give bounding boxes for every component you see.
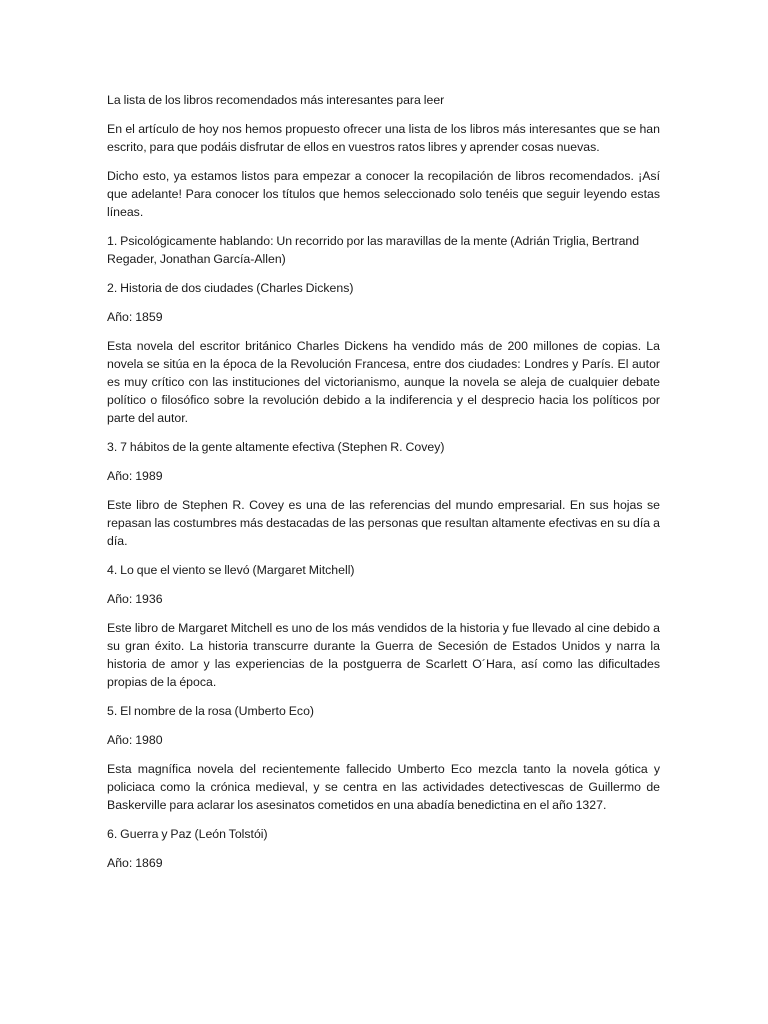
book-year-2: Año: 1859 <box>107 310 163 324</box>
intro-paragraph-1: En el artículo de hoy nos hemos propuesto ofrecer una lista de los libros más interesantes que se han escrito, para que podáis disfrutar de ellos en vuestros ratos libres y aprender cosas nuevas. <box>107 122 660 154</box>
document-page <box>107 91 660 883</box>
book-year-4: Año: 1936 <box>107 592 163 606</box>
book-description-4: Este libro de Margaret Mitchell es uno de los más vendidos de la historia y fue llevado al cine debido a su gran éxito. La historia transcurre durante la Guerra de Secesión de Estados Unidos y narra la historia de amor y las experiencias de la postguerra de Scarlett O´Hara, así como las dificultades propias de la época. <box>107 621 660 689</box>
book-description-2: Esta novela del escritor británico Charles Dickens ha vendido más de 200 millones de copias. La novela se sitúa en la época de la Revolución Francesa, entre dos ciudades: Londres y París. El autor es muy crítico con las instituciones del victorianismo, aunque la novela se aleja de cualquier debate político o filosófico sobre la revolución debido a la indiferencia y el desprecio hacia los políticos por parte del autor. <box>107 339 660 425</box>
book-description-3: Este libro de Stephen R. Covey es una de las referencias del mundo empresarial. En sus hojas se repasan las costumbres más destacadas de las personas que resultan altamente efectivas en su día a día. <box>107 498 660 548</box>
book-heading-1: 1. Psicológicamente hablando: Un recorrido por las maravillas de la mente (Adrián Triglia, Bertrand Regader, Jonathan García-Allen) <box>107 234 640 266</box>
book-year-5: Año: 1980 <box>107 733 163 747</box>
document-title: La lista de los libros recomendados más interesantes para leer <box>107 93 445 107</box>
book-year-6: Año: 1869 <box>107 856 163 870</box>
book-year-3: Año: 1989 <box>107 469 163 483</box>
book-heading-2: 2. Historia de dos ciudades (Charles Dickens) <box>107 281 354 295</box>
book-heading-6: 6. Guerra y Paz (León Tolstói) <box>107 827 268 841</box>
book-description-5: Esta magnífica novela del recientemente fallecido Umberto Eco mezcla tanto la novela gótica y policiaca como la crónica medieval, y se centra en las actividades detectivescas de Guillermo de Baskerville para aclarar los asesinatos cometidos en una abadía benedictina en el año 1327. <box>107 762 660 812</box>
book-heading-3: 3. 7 hábitos de la gente altamente efectiva (Stephen R. Covey) <box>107 440 445 454</box>
book-heading-5: 5. El nombre de la rosa (Umberto Eco) <box>107 704 315 718</box>
book-heading-4: 4. Lo que el viento se llevó (Margaret Mitchell) <box>107 563 355 577</box>
intro-paragraph-2: Dicho esto, ya estamos listos para empezar a conocer la recopilación de libros recomendados. ¡Así que adelante! Para conocer los títulos que hemos seleccionado solo tenéis que seguir leyendo estas líneas. <box>107 169 660 219</box>
